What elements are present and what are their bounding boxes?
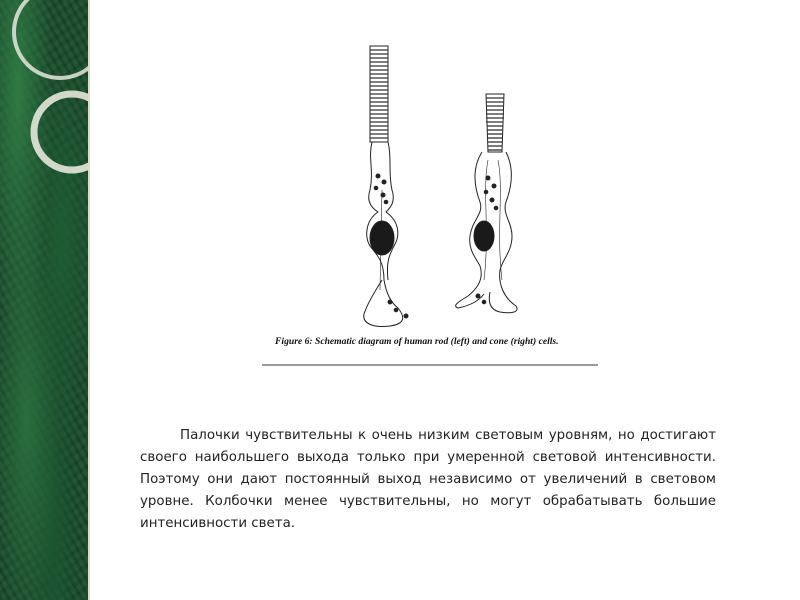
figure-caption: Figure 6: Schematic diagram of human rod (left) and cone (right) cells. — [275, 336, 559, 347]
rod-cell-illustration — [364, 46, 408, 327]
caption-divider — [262, 364, 598, 366]
body-paragraph: Палочки чувствительны к очень низким световым уровням, но достигают своего наибольшего выхода только при умеренной световой интенсивности. Поэтому они дают постоянный выход независимо от увеличений в световом уровне. Колбочки менее чувствительны, но могут обрабатывать большие интенсивности света. — [140, 428, 716, 531]
sidebar-divider — [88, 0, 90, 600]
decorative-sidebar — [0, 0, 88, 600]
decorative-rings — [0, 0, 88, 200]
cone-cell-illustration — [456, 94, 517, 313]
cell-diagram — [258, 40, 603, 340]
cell-diagram-figure — [258, 40, 603, 370]
